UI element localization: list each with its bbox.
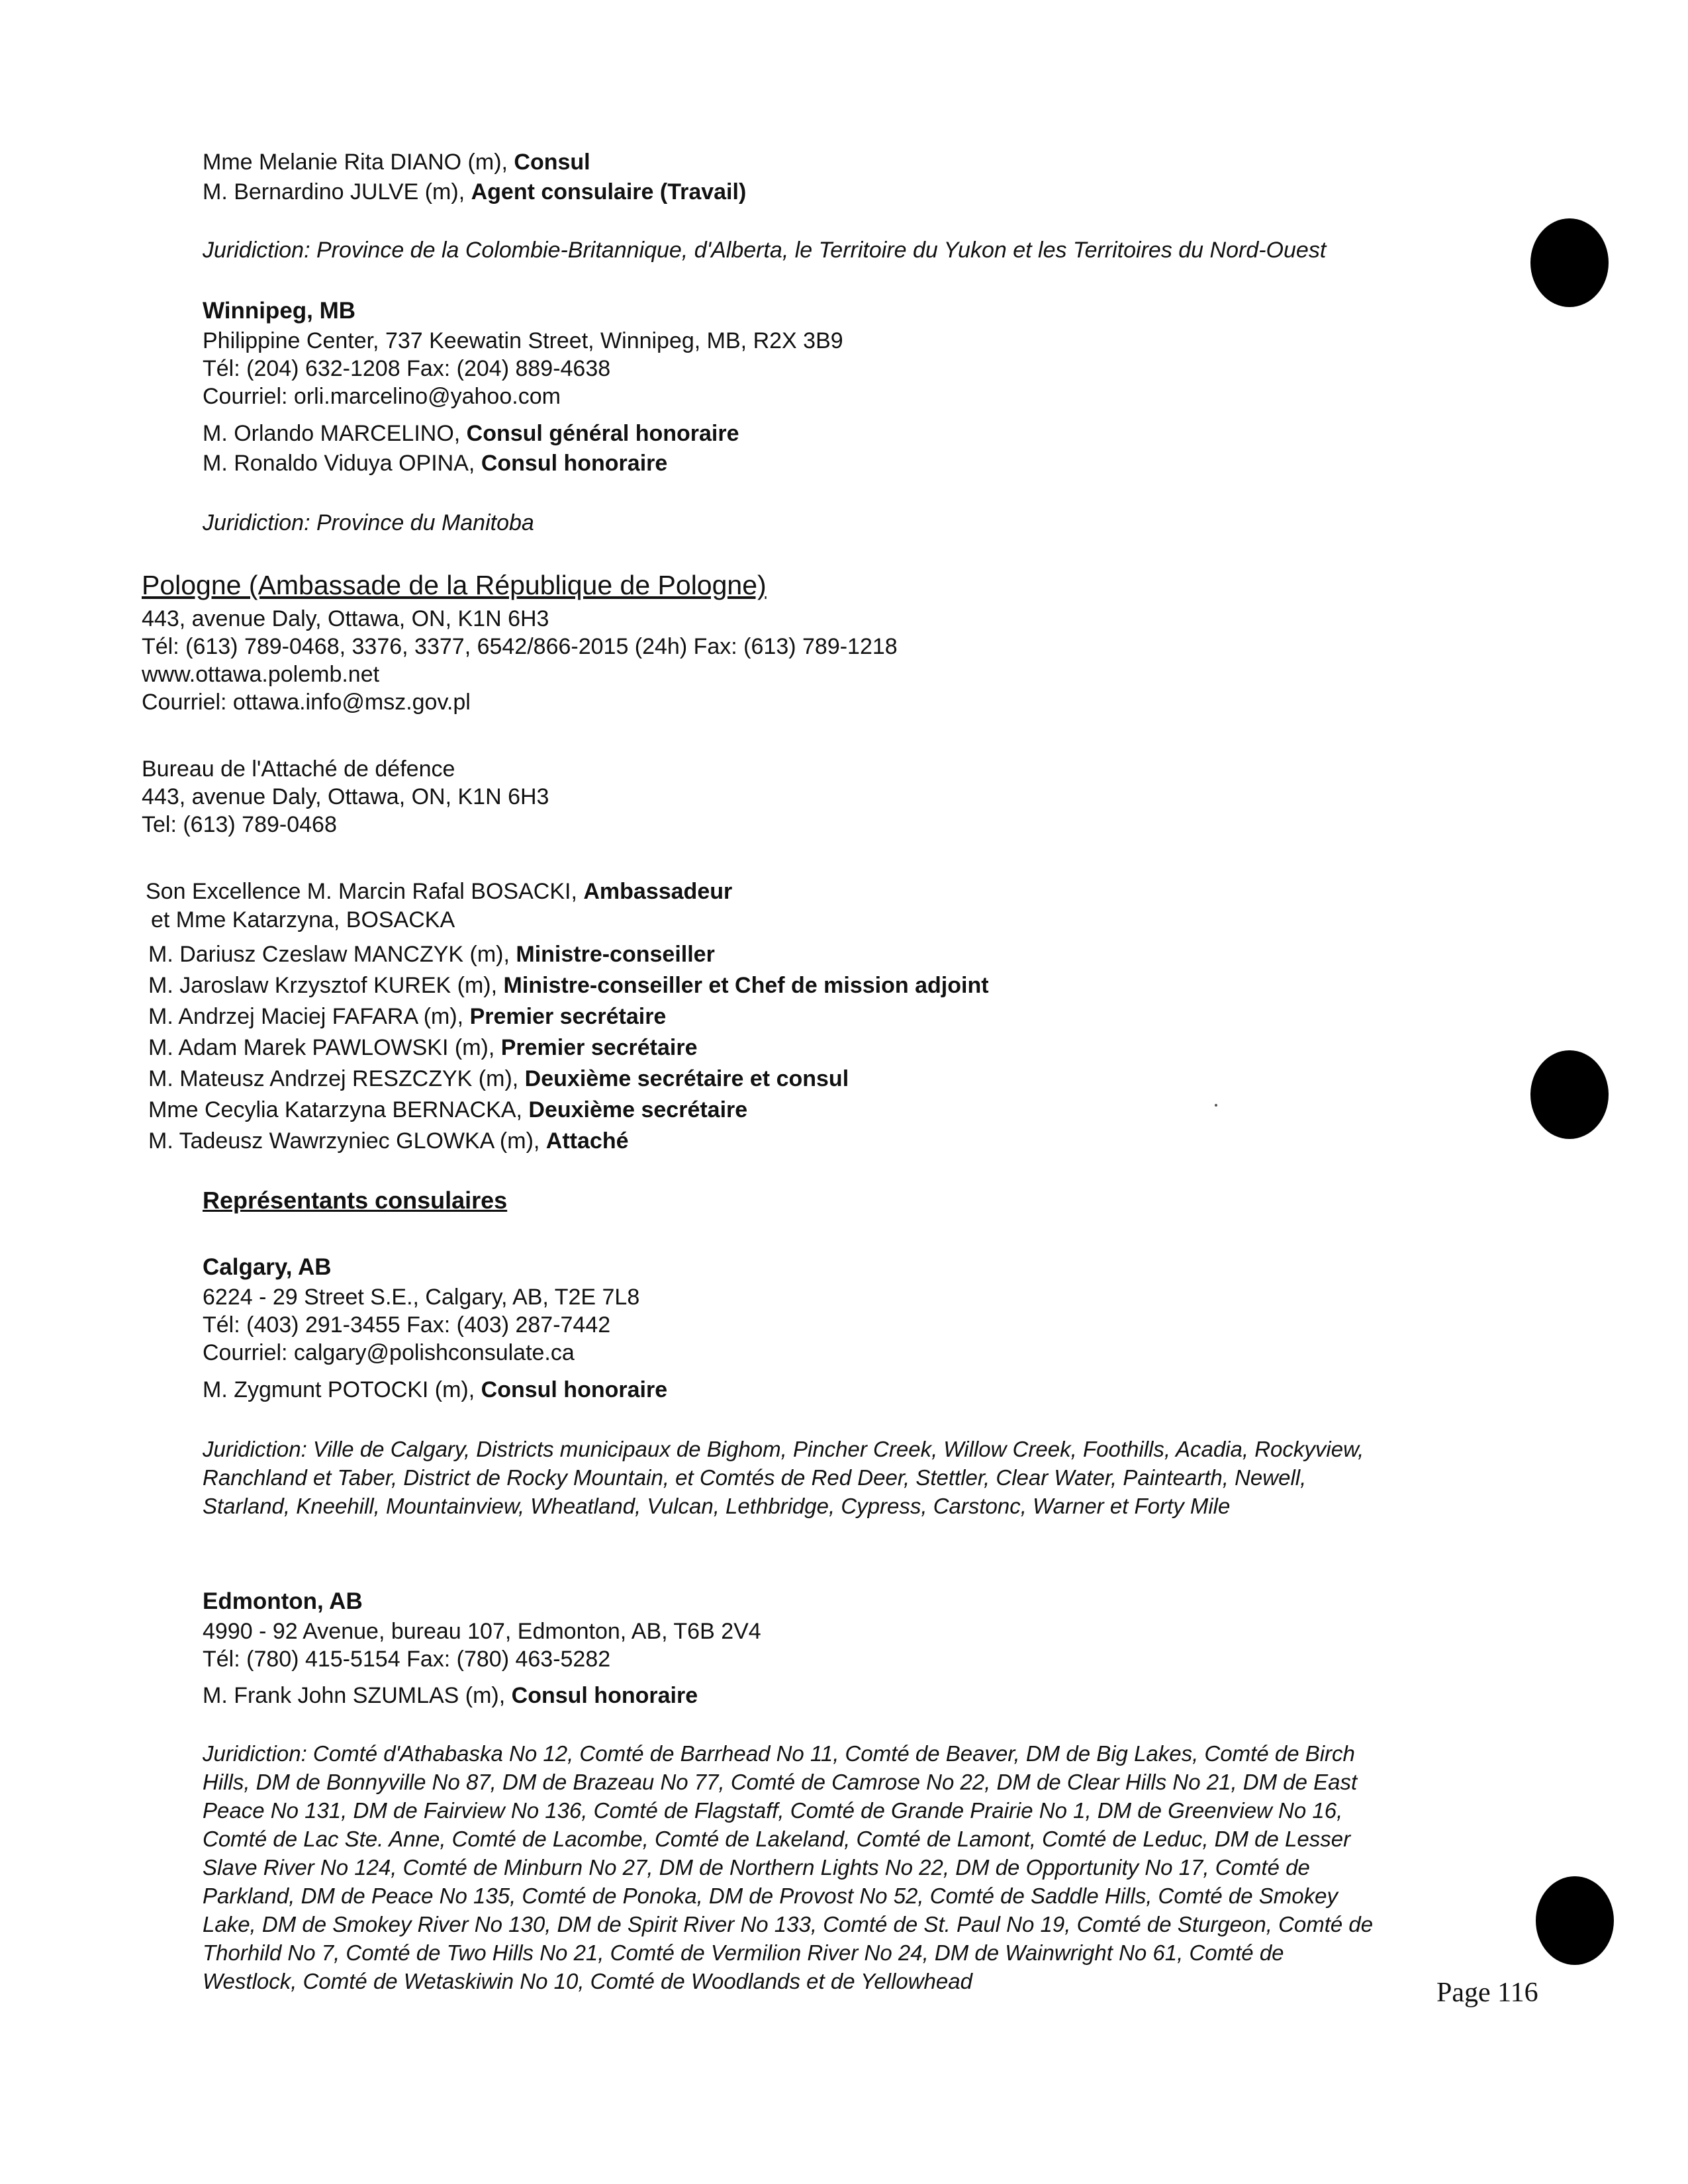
staff-name: M. Tadeusz Wawrzyniec GLOWKA (m), [148,1128,546,1154]
staff-title: Premier secrétaire [469,1004,667,1029]
city-heading-calgary: Calgary, AB [203,1254,332,1280]
consular-representatives-heading: Représentants consulaires [203,1187,508,1214]
jurisdiction-text [203,1739,1373,1995]
scan-speck [1215,1104,1217,1107]
phone-line: Tél: (204) 632-1208 Fax: (204) 889-4638 [203,356,611,381]
staff-line [148,1066,849,1092]
email-line: Courriel: orli.marcelino@yahoo.com [203,384,561,409]
page-number: Page 116 [1436,1978,1538,2008]
jurisdiction-line: Slave River No 124, Comté de Minburn No 27, DM de Northern Lights No 22, DM de Opportunity No 17, Comté de [203,1855,1310,1880]
staff-line [148,1097,747,1123]
staff-line [148,941,715,968]
country-heading-poland: Pologne (Ambassade de la République de Pologne) [142,570,767,600]
jurisdiction-line: Ranchland et Taber, District de Rocky Mountain, et Comtés de Red Deer, Stettler, Clear Water, Paintearth, Newell, [203,1465,1307,1490]
jurisdiction-line: Comté de Lac Ste. Anne, Comté de Lacombe, Comté de Lakeland, Comté de Lamont, Comté de Leduc, DM de Lesser [203,1827,1351,1851]
staff-title: Ambassadeur [583,879,733,904]
staff-title: Deuxième secrétaire et consul [524,1066,849,1091]
staff-title: Ministre-conseiller [516,942,715,967]
jurisdiction-line: Hills, DM de Bonnyville No 87, DM de Brazeau No 77, Comté de Camrose No 22, DM de Clear Hills No 21, DM de East [203,1770,1358,1794]
staff-line [203,179,746,205]
jurisdiction-line: Juridiction: Comté d'Athabaska No 12, Comté de Barrhead No 11, Comté de Beaver, DM de Big Lakes, Comté de Birch [203,1741,1355,1766]
spouse-line: et Mme Katarzyna, BOSACKA [151,907,455,933]
jurisdiction-line: Westlock, Comté de Wetaskiwin No 10, Comté de Woodlands et de Yellowhead [203,1969,972,1993]
address-line: 443, avenue Daly, Ottawa, ON, K1N 6H3 [142,784,549,809]
address-line: Philippine Center, 737 Keewatin Street, Winnipeg, MB, R2X 3B9 [203,328,843,353]
email-line: Courriel: ottawa.info@msz.gov.pl [142,690,471,715]
staff-line [203,1682,698,1709]
staff-title: Deuxième secrétaire [528,1097,748,1122]
punch-hole [1536,1876,1614,1965]
phone-line: Tél: (780) 415-5154 Fax: (780) 463-5282 [203,1647,611,1672]
staff-line [203,450,667,477]
jurisdiction-text: Juridiction: Province du Manitoba [203,510,534,535]
punch-hole [1530,218,1609,307]
staff-title: Agent consulaire (Travail) [471,179,747,205]
ambassador-line [146,878,732,905]
staff-name: M. Andrzej Maciej FAFARA (m), [148,1004,470,1029]
staff-line [148,972,989,999]
address-line: 4990 - 92 Avenue, bureau 107, Edmonton, AB, T6B 2V4 [203,1619,761,1644]
address-line: 443, avenue Daly, Ottawa, ON, K1N 6H3 [142,606,549,631]
jurisdiction-line: Thorhild No 7, Comté de Two Hills No 21, Comté de Vermilion River No 24, DM de Wainwright No 61, Comté de [203,1940,1284,1965]
staff-line [203,420,739,447]
staff-line [148,1003,666,1030]
staff-name: M. Orlando MARCELINO, [203,421,467,446]
punch-hole [1530,1050,1609,1139]
jurisdiction-text [203,1435,1364,1520]
staff-title: Consul honoraire [481,451,668,476]
staff-title: Attaché [545,1128,629,1154]
jurisdiction-line: Parkland, DM de Peace No 135, Comté de Ponoka, DM de Provost No 52, Comté de Saddle Hills, Comté de Smokey [203,1884,1338,1908]
staff-name: M. Zygmunt POTOCKI (m), [203,1377,481,1402]
staff-name: Son Excellence M. Marcin Rafal BOSACKI, [146,879,584,904]
staff-line [203,149,590,175]
address-line: 6224 - 29 Street S.E., Calgary, AB, T2E 7L8 [203,1285,640,1310]
staff-line [203,1377,667,1403]
staff-line [148,1034,698,1061]
email-line: Courriel: calgary@polishconsulate.ca [203,1340,575,1365]
staff-title: Consul général honoraire [466,421,739,446]
phone-line: Tel: (613) 789-0468 [142,812,337,837]
staff-name: M. Adam Marek PAWLOWSKI (m), [148,1035,501,1060]
staff-line [148,1128,629,1154]
staff-name: M. Frank John SZUMLAS (m), [203,1683,512,1708]
phone-line: Tél: (403) 291-3455 Fax: (403) 287-7442 [203,1312,611,1338]
jurisdiction-line: Lake, DM de Smokey River No 130, DM de Spirit River No 133, Comté de St. Paul No 19, Comté de Sturgeon, Comté de [203,1912,1374,1936]
staff-name: M. Bernardino JULVE (m), [203,179,471,205]
staff-title: Ministre-conseiller et Chef de mission adjoint [503,973,989,998]
staff-name: Mme Cecylia Katarzyna BERNACKA, [148,1097,529,1122]
defence-office-name: Bureau de l'Attaché de défence [142,756,455,782]
website-line: www.ottawa.polemb.net [142,662,380,687]
jurisdiction-line: Starland, Kneehill, Mountainview, Wheatland, Vulcan, Lethbridge, Cypress, Carstonc, Warner et Forty Mile [203,1494,1231,1518]
city-heading-edmonton: Edmonton, AB [203,1588,363,1614]
staff-name: M. Dariusz Czeslaw MANCZYK (m), [148,942,516,967]
staff-name: Mme Melanie Rita DIANO (m), [203,150,514,175]
jurisdiction-text: Juridiction: Province de la Colombie-Britannique, d'Alberta, le Territoire du Yukon et les Territoires du Nord-Ouest [203,238,1327,263]
staff-title: Consul honoraire [511,1683,698,1708]
staff-name: M. Jaroslaw Krzysztof KUREK (m), [148,973,504,998]
jurisdiction-line: Peace No 131, DM de Fairview No 136, Comté de Flagstaff, Comté de Grande Prairie No 1, DM de Greenview No 16, [203,1798,1343,1823]
phone-line: Tél: (613) 789-0468, 3376, 3377, 6542/866-2015 (24h) Fax: (613) 789-1218 [142,634,898,659]
jurisdiction-line: Juridiction: Ville de Calgary, Districts municipaux de Bighom, Pincher Creek, Willow Creek, Foothills, Acadia, Rockyview, [203,1437,1364,1461]
staff-title: Consul [514,150,590,175]
staff-name: M. Mateusz Andrzej RESZCZYK (m), [148,1066,525,1091]
staff-name: M. Ronaldo Viduya OPINA, [203,451,481,476]
staff-title: Premier secrétaire [500,1035,698,1060]
staff-title: Consul honoraire [481,1377,668,1402]
city-heading-winnipeg: Winnipeg, MB [203,298,356,324]
